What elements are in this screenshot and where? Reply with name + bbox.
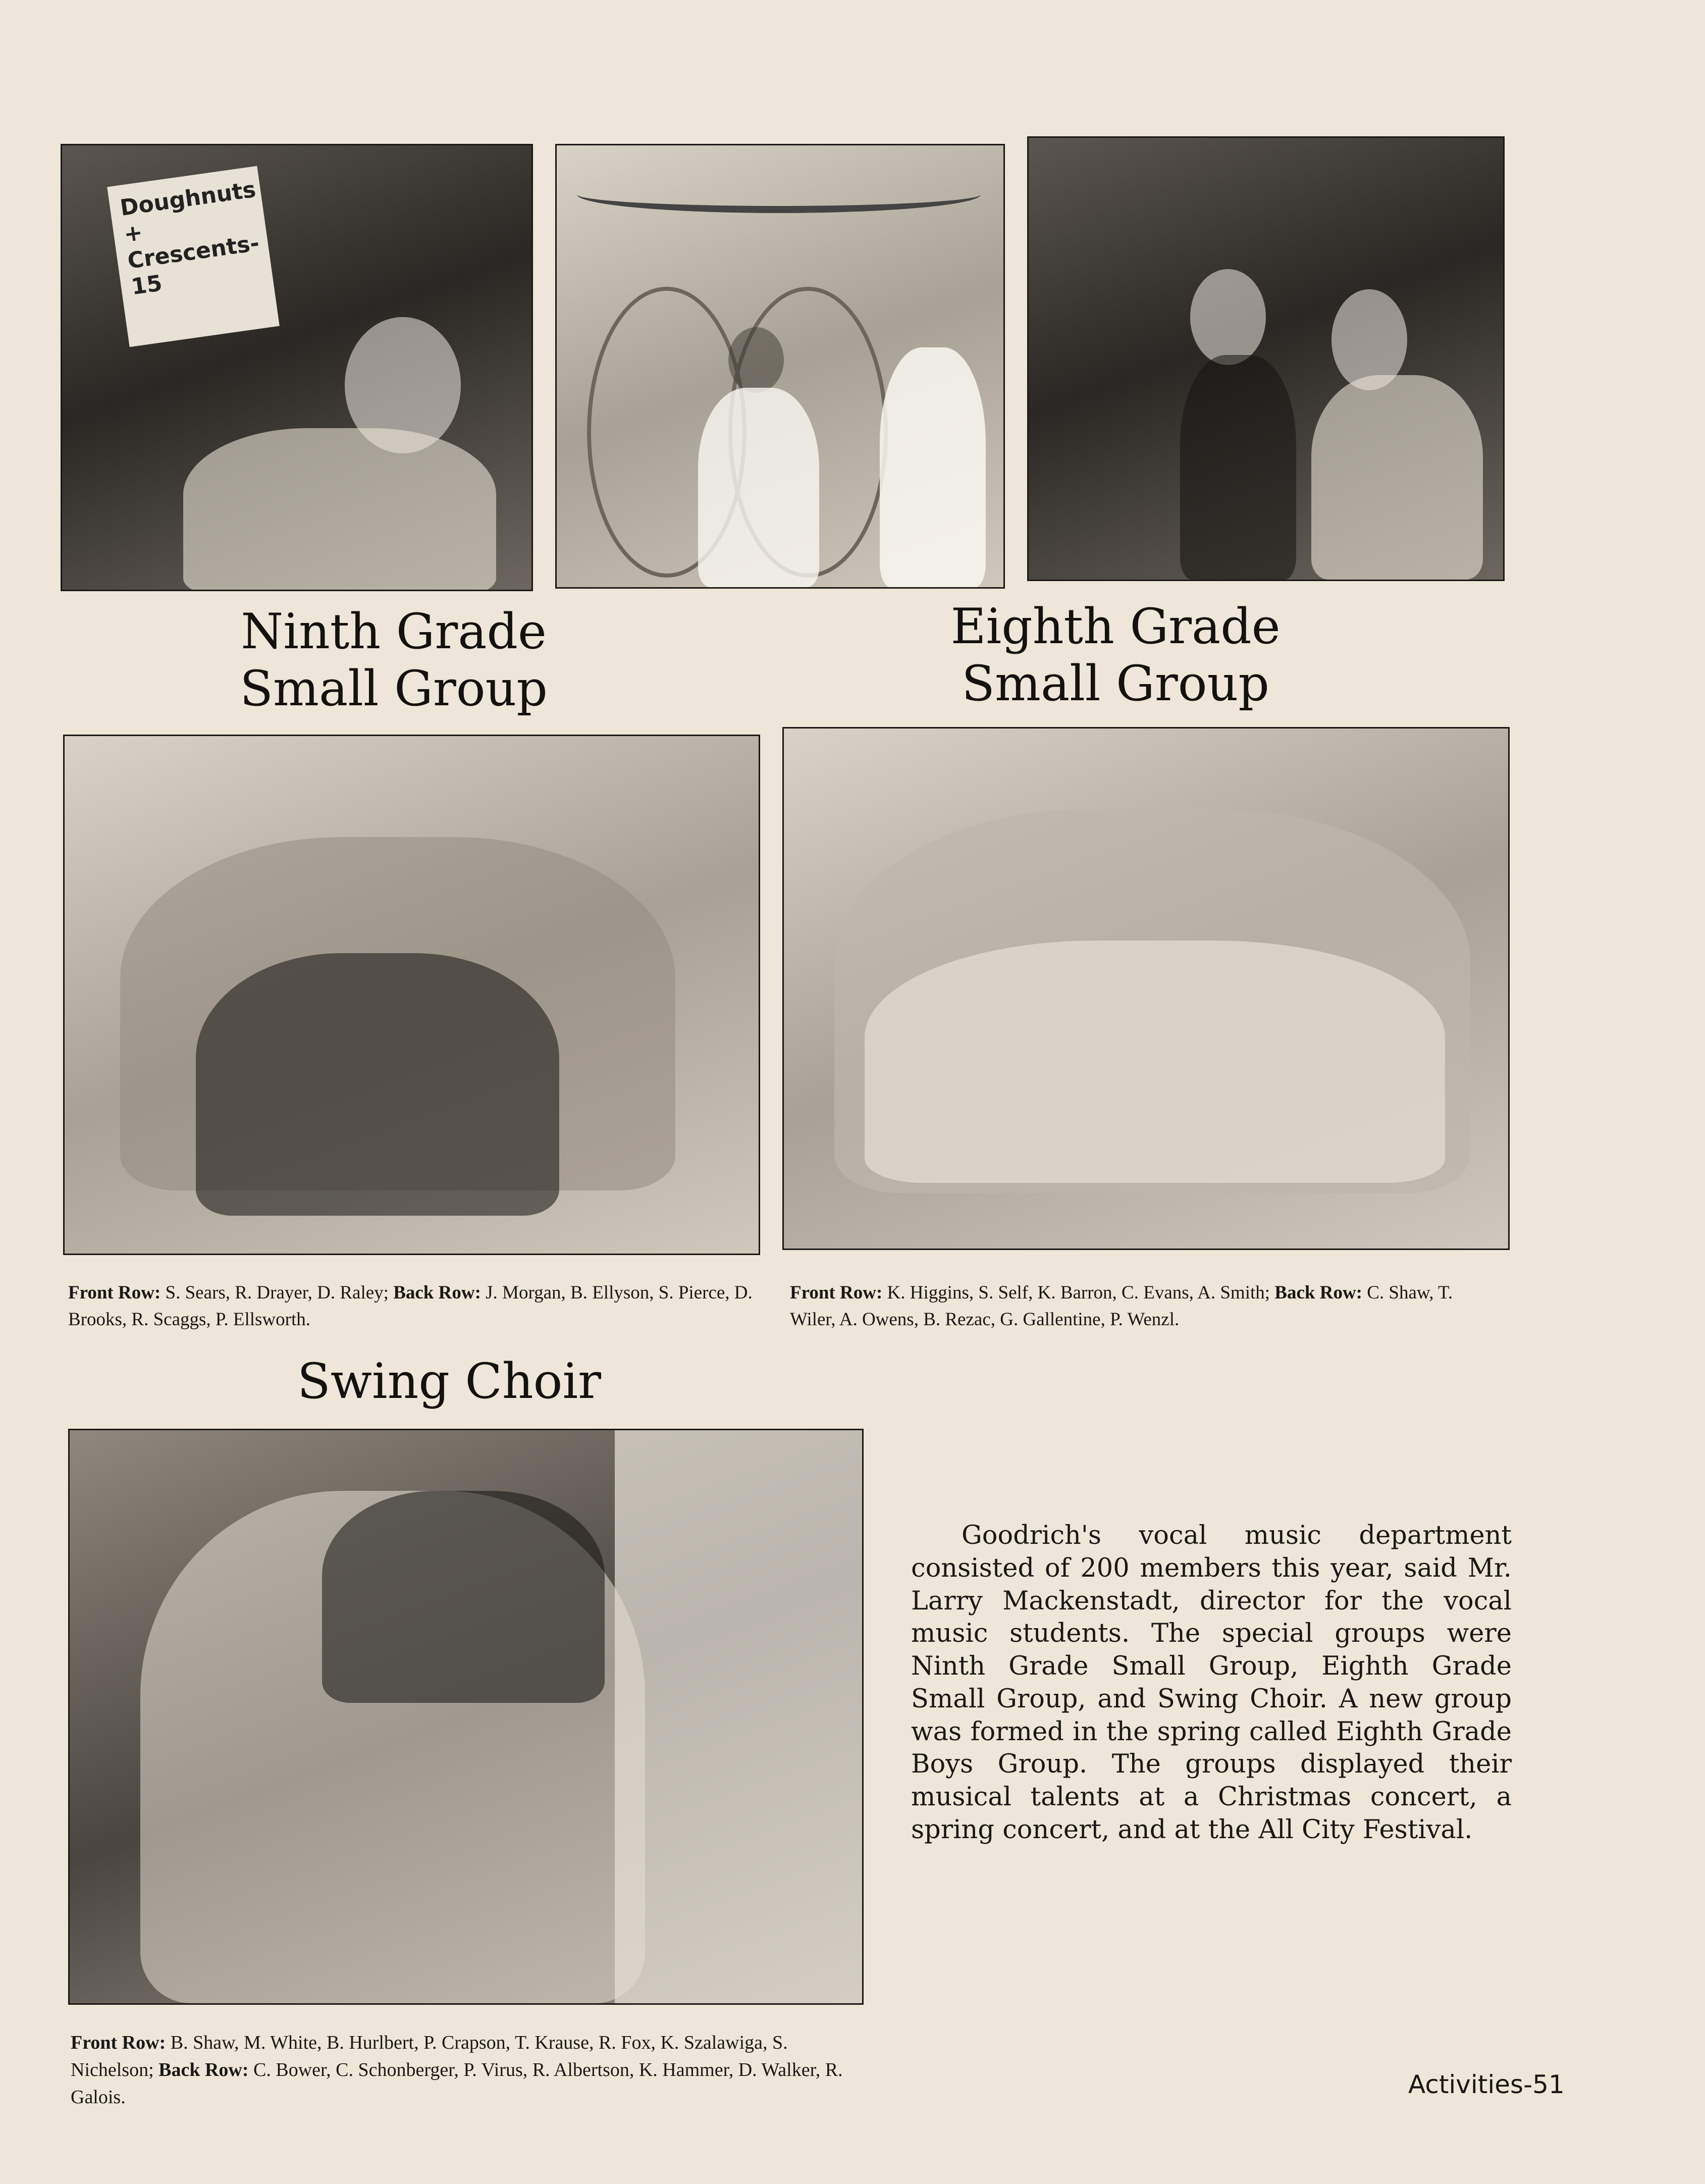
ninth-grade-heading [167, 603, 621, 718]
streamer [577, 176, 981, 213]
swing-choir-caption [71, 2030, 868, 2111]
heading-line: Eighth Grade [950, 598, 1281, 655]
back-row-names: J. Morgan, B. Ellyson, S. Pierce, D. Brooks, R. Scaggs, P. Ellsworth. [68, 1282, 753, 1330]
photo-swing-choir [68, 1429, 864, 2005]
doughnut-sign: Doughnuts + Crescents-15 [107, 166, 280, 347]
back-row-label: Back Row: [158, 2059, 249, 2081]
eighth-grade-caption [790, 1280, 1502, 1333]
swing-choir-heading [212, 1353, 686, 1410]
back-row-label: Back Row: [1274, 1282, 1362, 1303]
photo-doughnut-sale [61, 144, 533, 591]
photo-butterfly-booth [555, 144, 1005, 589]
choir-members [322, 1491, 605, 1703]
photo-dance [1027, 136, 1505, 581]
eighth-grade-heading [888, 598, 1343, 713]
stairwell-wall [615, 1430, 862, 2003]
ninth-grade-caption [68, 1280, 765, 1333]
heading-line: Ninth Grade [241, 603, 547, 660]
dancer-body [1180, 355, 1296, 580]
back-row-names: C. Shaw, T. Wiler, A. Owens, B. Rezac, G. Gallentine, P. Wenzl. [790, 1282, 1453, 1330]
back-row-names: C. Bower, C. Schonberger, P. Virus, R. Albertson, K. Hammer, D. Walker, R. Galois. [71, 2059, 843, 2108]
front-row-names: B. Shaw, M. White, B. Hurlbert, P. Crapson, T. Krause, R. Fox, K. Szalawiga, S. Nichelson; [71, 2032, 788, 2081]
photo-eighth-grade-group [782, 727, 1510, 1250]
student-body [698, 388, 819, 587]
page-folio: Activities-51 [1408, 2070, 1565, 2099]
front-row-names: K. Higgins, S. Self, K. Barron, C. Evans, A. Smith; [887, 1282, 1270, 1303]
photo-ninth-grade-group [63, 735, 760, 1255]
dancer-face [1190, 269, 1266, 365]
dancer-body [1311, 375, 1483, 580]
heading-line: Swing Choir [297, 1353, 602, 1410]
heading-line: Small Group [240, 660, 548, 717]
heading-line: Small Group [962, 655, 1269, 712]
group-members [865, 941, 1445, 1183]
article-body: Goodrich's vocal music department consisted of 200 members this year, said Mr. Larry Mackenstadt, director for the vocal music students. The special groups were Ninth Grade Small Group, Eighth Grade Small Group, and Swing Choir. A new group was formed in the spring called Eighth Grade Boys Group. The groups displayed their musical talents at a Christmas concert, a spring concert, and at the All City Festival. [911, 1521, 1512, 1845]
student-body [183, 428, 496, 591]
front-row-label: Front Row: [790, 1282, 883, 1303]
back-row-label: Back Row: [393, 1282, 481, 1303]
front-row-names: S. Sears, R. Drayer, D. Raley; [165, 1282, 389, 1303]
student-face [728, 327, 784, 393]
front-row-label: Front Row: [71, 2032, 166, 2053]
group-members [196, 953, 559, 1216]
student-body [880, 347, 986, 587]
front-row-label: Front Row: [68, 1282, 161, 1303]
